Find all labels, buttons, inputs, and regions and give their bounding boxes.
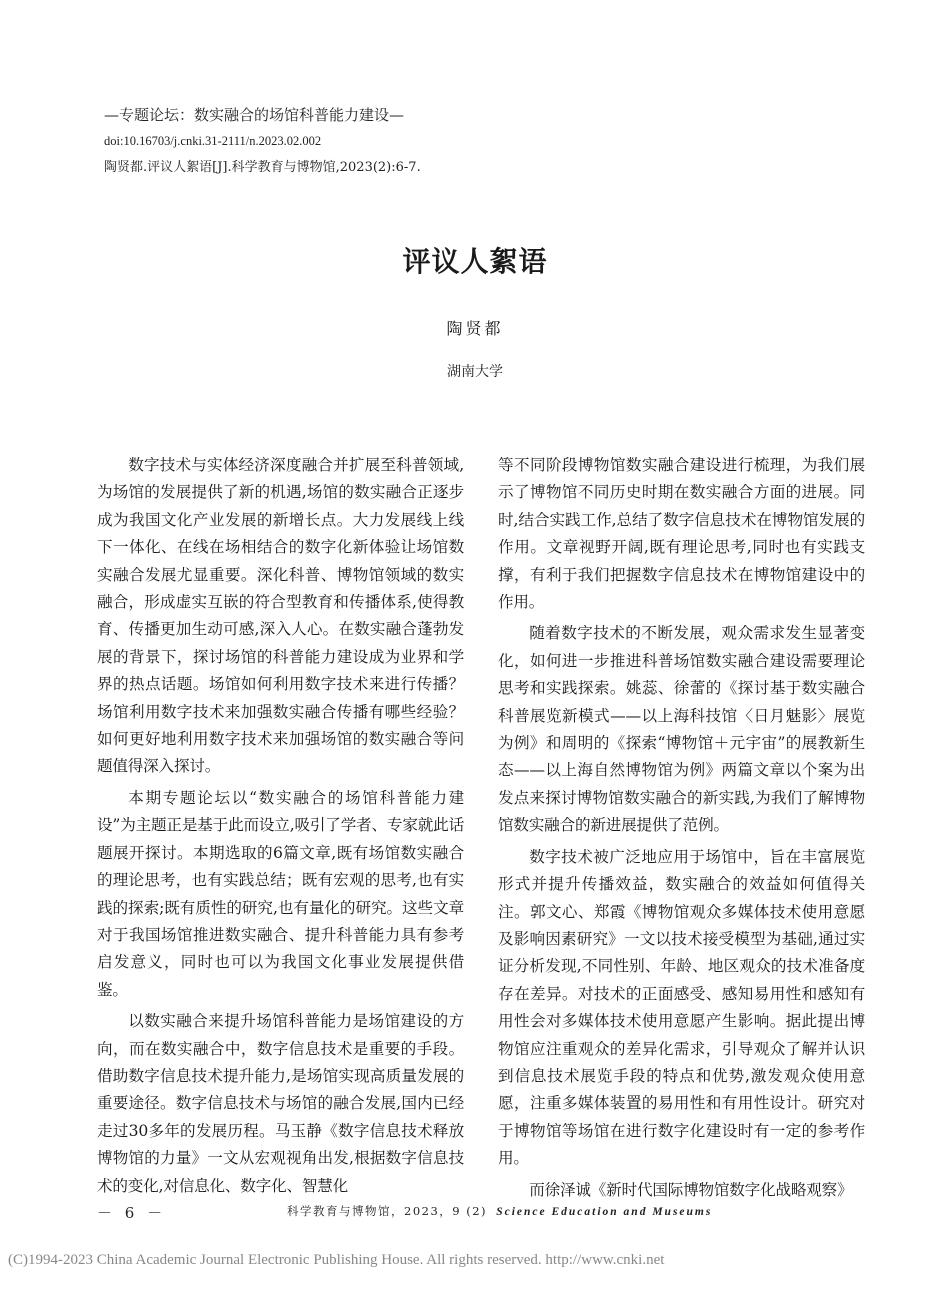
body-column-right — [498, 452, 865, 1208]
author: 陶贤都 — [446, 319, 504, 338]
forum-heading: —专题论坛：数实融合的场馆科普能力建设— — [104, 106, 405, 124]
paragraph: 随着数字技术的不断发展，观众需求发生显著变化，如何进一步推进科普场馆数实融合建设需要理论思考和实践探索。姚蕊、徐蕾的《探讨基于数实融合科普展览新模式——以上海科技馆〈日月魅影〉展览为例》和周明的《探索“博物馆＋元宇宙”的展教新生态——以上海自然博物馆为例》两篇文章以个案为出发点来探讨博物馆数实融合的新实践,为我们了解博物馆数实融合的新进展提供了范例。 — [498, 624, 865, 835]
journal-name-cn: 科学教育与博物馆，2023，9 (2) — [287, 1204, 488, 1218]
paragraph: 而徐泽诚《新时代国际博物馆数字化战略观察》 — [529, 1180, 853, 1199]
copyright-notice: (C)1994-2023 China Academic Journal Electronic Publishing House. All rights reserved. http://www.cnki.net — [8, 1252, 665, 1268]
doi[interactable]: doi:10.16703/j.cnki.31-2111/n.2023.02.002 — [104, 134, 322, 148]
paragraph-continued: 等不同阶段博物馆数实融合建设进行梳理，为我们展示了博物馆不同历史时期在数实融合方面的进展。同时,结合实践工作,总结了数字信息技术在博物馆发展的作用。文章视野开阔,既有理论思考,同时也有实践支撑，有利于我们把握数字信息技术在博物馆建设中的作用。 — [498, 456, 865, 612]
citation: 陶贤都.评议人絮语[J].科学教育与博物馆,2023(2):6-7. — [104, 160, 421, 175]
page-number: － 6 － — [97, 1204, 167, 1222]
affiliation: 湖南大学 — [447, 364, 503, 380]
page-footer — [97, 1202, 867, 1222]
paragraph: 本期专题论坛以“数实融合的场馆科普能力建设”为主题正是基于此而设立,吸引了学者、专家就此话题展开探讨。本期选取的6篇文章,既有场馆数实融合的理论思考，也有实践总结；既有宏观的思考,也有实践的探索;既有质性的研究,也有量化的研究。这些文章对于我国场馆推进数实融合、提升科普能力具有参考启发意义，同时也可以为我国文化事业发展提供借鉴。 — [97, 788, 464, 999]
journal-info — [287, 1203, 712, 1219]
paragraph: 数字技术与实体经济深度融合并扩展至科普领域,为场馆的发展提供了新的机遇,场馆的数实融合正逐步成为我国文化产业发展的新增长点。大力发展线上线下一体化、在线在场相结合的数字化新体验让场馆数实融合发展尤显重要。深化科普、博物馆领域的数实融合，形成虚实互嵌的符合型教育和传播体系,使得教育、传播更加生动可感,深入人心。在数实融合蓬勃发展的背景下，探讨场馆的科普能力建设成为业界和学界的热点话题。场馆如何利用数字技术来进行传播？场馆利用数字技术来加强数实融合传播有哪些经验？如何更好地利用数字技术来加强场馆的数实融合等问题值得深入探讨。 — [97, 456, 464, 776]
paragraph: 以数实融合来提升场馆科普能力是场馆建设的方向，而在数实融合中，数字信息技术是重要的手段。借助数字信息技术提升能力,是场馆实现高质量发展的重要途径。数字信息技术与场馆的融合发展,国内已经走过30多年的发展历程。马玉静《数字信息技术释放博物馆的力量》一文从宏观视角出发,根据数字信息技术的变化,对信息化、数字化、智慧化 — [97, 1012, 464, 1195]
article-title: 评议人絮语 — [402, 245, 548, 278]
body-column-left — [97, 452, 464, 1204]
journal-name-en: Science Education and Museums — [496, 1206, 713, 1218]
paragraph: 数字技术被广泛地应用于场馆中，旨在丰富展览形式并提升传播效益，数实融合的效益如何值得关注。郭文心、郑霞《博物馆观众多媒体技术使用意愿及影响因素研究》一文以技术接受模型为基础,通过实证分析发现,不同性别、年龄、地区观众的技术准备度存在差异。对技术的正面感受、感知易用性和感知有用性会对多媒体技术使用意愿产生影响。据此提出博物馆应注重观众的差异化需求，引导观众了解并认识到信息技术展览手段的特点和优势,激发观众使用意愿，注重多媒体装置的易用性和有用性设计。研究对于博物馆等场馆在进行数字化建设时有一定的参考作用。 — [498, 847, 865, 1168]
